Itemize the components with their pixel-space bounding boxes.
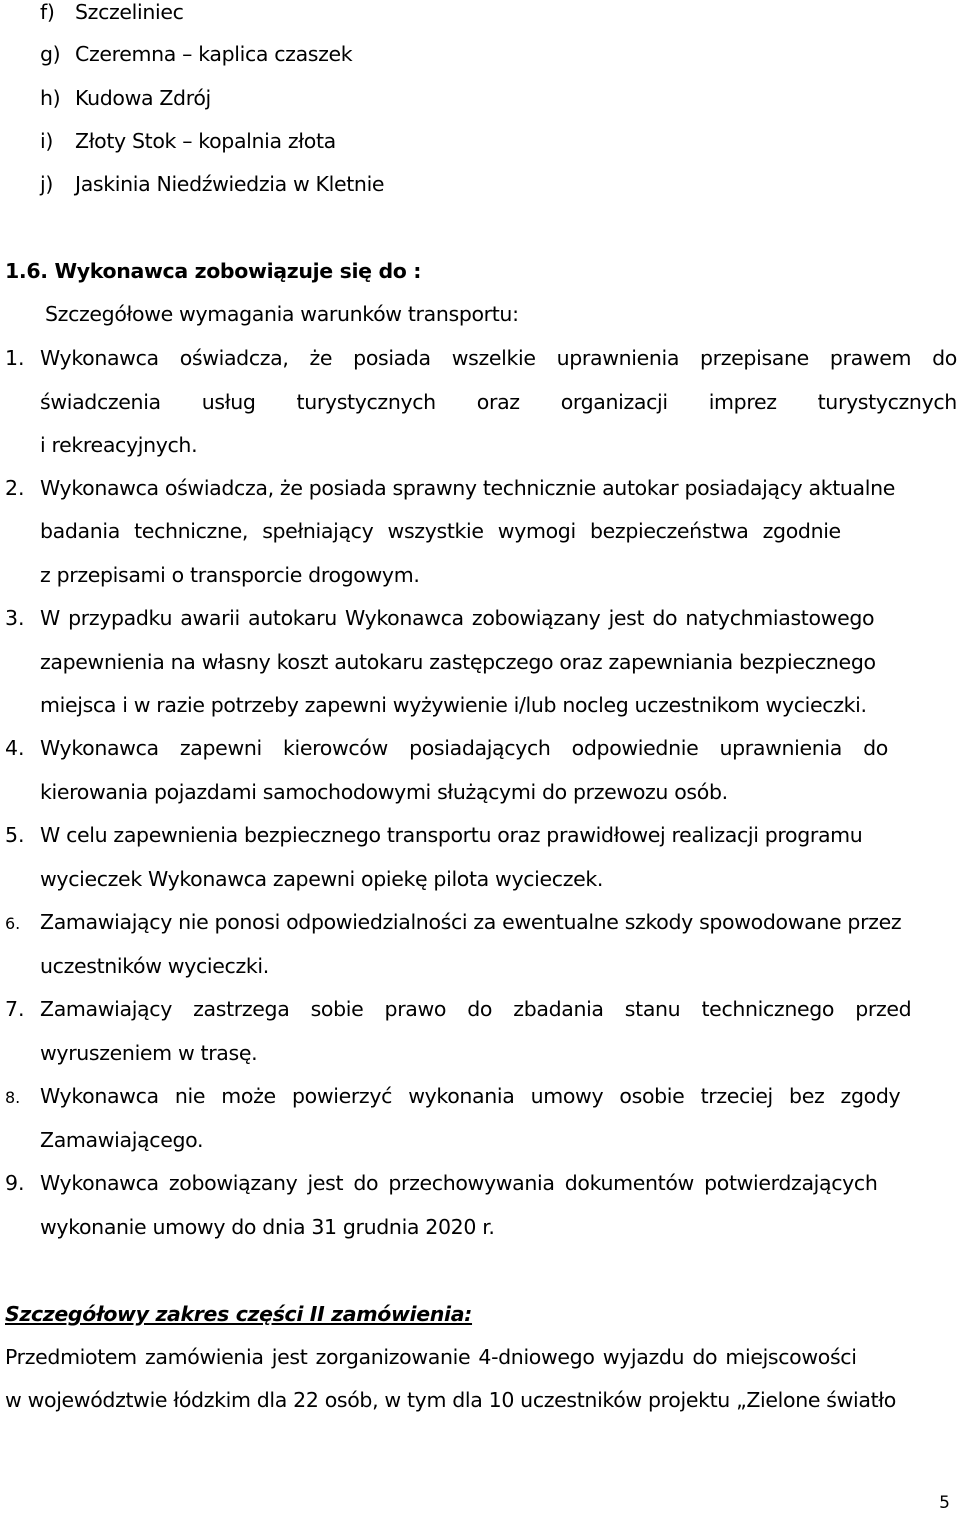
page-number: 5 — [939, 1493, 950, 1513]
item-line — [40, 388, 957, 416]
list-item-text: Szczeliniec — [75, 0, 184, 24]
item-number: 5. — [5, 823, 25, 847]
item-line: W przypadku awarii autokaru Wykonawca zobowiązany jest do natychmiastowego — [40, 606, 875, 630]
item-number: 8. — [5, 1088, 21, 1107]
item-number: 1. — [5, 346, 25, 370]
item-number: 4. — [5, 736, 25, 760]
item-line: uczestników wycieczki. — [40, 954, 269, 978]
item-number: 2. — [5, 476, 25, 500]
item-line: i rekreacyjnych. — [40, 433, 198, 457]
item-line: z przepisami o transporcie drogowym. — [40, 563, 420, 587]
word: uprawnienia — [556, 346, 680, 370]
word: turystycznych — [817, 390, 957, 414]
word: imprez — [708, 390, 777, 414]
item-line — [40, 344, 957, 372]
word: usług — [201, 390, 256, 414]
word: oświadcza, — [179, 346, 289, 370]
word: prawem — [829, 346, 912, 370]
list-item — [40, 40, 60, 68]
list-marker: g) — [40, 42, 61, 66]
list-item-text: Jaskinia Niedźwiedzia w Kletnie — [75, 172, 385, 196]
word: turystycznych — [296, 390, 436, 414]
item-line: wyruszeniem w trasę. — [40, 1041, 258, 1065]
item-line: badania techniczne, spełniający wszystkie wymogi bezpieczeństwa zgodnie — [40, 519, 841, 543]
list-item — [40, 84, 60, 112]
item-line: Wykonawca oświadcza, że posiada sprawny technicznie autokar posiadający aktualne — [40, 476, 896, 500]
list-item-text: Złoty Stok – kopalnia złota — [75, 129, 336, 153]
word: posiada — [353, 346, 431, 370]
item-line: Wykonawca zobowiązany jest do przechowywania dokumentów potwierdzających — [40, 1171, 878, 1195]
part2-heading: Szczegółowy zakres części II zamówienia: — [5, 1302, 473, 1326]
list-item — [40, 170, 53, 198]
part2-line: w województwie łódzkim dla 22 osób, w tym dla 10 uczestników projektu „Zielone światło — [5, 1388, 896, 1412]
section-heading: 1.6. Wykonawca zobowiązuje się do : — [5, 259, 422, 283]
section-subheading: Szczegółowe wymagania warunków transportu: — [45, 302, 519, 326]
item-line: Zamawiający nie ponosi odpowiedzialności za ewentualne szkody spowodowane przez — [40, 910, 902, 934]
list-marker: h) — [40, 86, 61, 110]
part2-line: Przedmiotem zamówienia jest zorganizowanie 4-dniowego wyjazdu do miejscowości — [5, 1345, 857, 1369]
word: Wykonawca — [40, 346, 159, 370]
list-item-text: Czeremna – kaplica czaszek — [75, 42, 353, 66]
list-item-text: Kudowa Zdrój — [75, 86, 211, 110]
item-number: 6. — [5, 914, 21, 933]
word: wszelkie — [451, 346, 536, 370]
item-line: kierowania pojazdami samochodowymi służącymi do przewozu osób. — [40, 780, 728, 804]
item-line: zapewnienia na własny koszt autokaru zastępczego oraz zapewniania bezpiecznego — [40, 650, 876, 674]
list-marker: i) — [40, 129, 53, 153]
item-line: wycieczek Wykonawca zapewni opiekę pilota wycieczek. — [40, 867, 604, 891]
item-line: wykonanie umowy do dnia 31 grudnia 2020 r. — [40, 1215, 495, 1239]
item-line: miejsca i w razie potrzeby zapewni wyżywienie i/lub nocleg uczestnikom wycieczki. — [40, 693, 867, 717]
item-line: Wykonawca zapewni kierowców posiadających odpowiednie uprawnienia do — [40, 736, 888, 760]
item-line: W celu zapewnienia bezpiecznego transportu oraz prawidłowej realizacji programu — [40, 823, 863, 847]
item-number: 7. — [5, 997, 25, 1021]
word: organizacji — [560, 390, 668, 414]
list-marker: j) — [40, 172, 53, 196]
word: do — [932, 346, 957, 370]
item-line: Zamawiającego. — [40, 1128, 204, 1152]
item-number: 3. — [5, 606, 25, 630]
item-line: Zamawiający zastrzega sobie prawo do zbadania stanu technicznego przed — [40, 997, 912, 1021]
word: że — [309, 346, 333, 370]
word: świadczenia — [40, 390, 161, 414]
word: oraz — [476, 390, 520, 414]
list-marker: f) — [40, 0, 55, 24]
item-number: 9. — [5, 1171, 25, 1195]
word: przepisane — [700, 346, 809, 370]
list-item — [40, 0, 55, 26]
list-item — [40, 127, 53, 155]
item-line: Wykonawca nie może powierzyć wykonania umowy osobie trzeciej bez zgody — [40, 1084, 901, 1108]
